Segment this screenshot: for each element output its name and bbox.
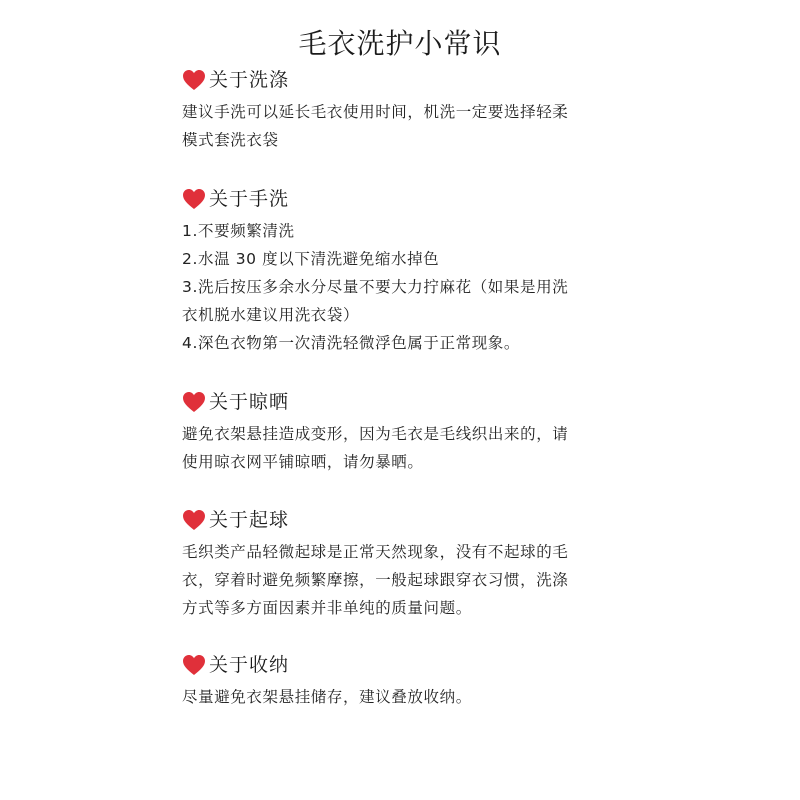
section-pilling [182, 504, 622, 622]
section-heading [182, 183, 622, 215]
section-storage [182, 649, 622, 711]
section-body [182, 538, 622, 622]
heart-icon [182, 654, 206, 676]
heart-icon [182, 509, 206, 531]
heart-icon [182, 188, 206, 210]
section-heading [182, 64, 622, 96]
section-washing [182, 64, 622, 154]
text-line: 2.水温 30 度以下清洗避免缩水掉色 [182, 250, 440, 268]
section-body [182, 217, 622, 357]
text-line: 尽量避免衣架悬挂储存，建议叠放收纳。 [182, 688, 472, 706]
section-heading-text: 关于晾晒 [209, 391, 290, 413]
section-drying [182, 386, 622, 476]
section-body [182, 420, 622, 476]
section-heading [182, 504, 622, 536]
text-line: 使用晾衣网平铺晾晒，请勿暴晒。 [182, 453, 424, 471]
page-title: 毛衣洗护小常识 [298, 27, 502, 60]
text-line: 4.深色衣物第一次清洗轻微浮色属于正常现象。 [182, 334, 520, 352]
section-hand-washing [182, 183, 622, 357]
text-line: 模式套洗衣袋 [182, 131, 279, 149]
heart-icon [182, 69, 206, 91]
section-heading-text: 关于手洗 [209, 188, 290, 210]
section-heading-text: 关于收纳 [209, 654, 290, 676]
text-line: 3.洗后按压多余水分尽量不要大力拧麻花（如果是用洗 [182, 278, 569, 296]
section-heading-text: 关于起球 [209, 509, 290, 531]
section-body [182, 683, 622, 711]
section-heading-text: 关于洗涤 [209, 69, 290, 91]
text-line: 建议手洗可以延长毛衣使用时间，机洗一定要选择轻柔 [182, 103, 569, 121]
text-line: 毛织类产品轻微起球是正常天然现象，没有不起球的毛 [182, 543, 569, 561]
heart-icon [182, 391, 206, 413]
text-line: 衣机脱水建议用洗衣袋） [182, 306, 360, 324]
section-heading [182, 649, 622, 681]
text-line: 方式等多方面因素并非单纯的质量问题。 [182, 599, 472, 617]
text-line: 衣，穿着时避免频繁摩擦，一般起球跟穿衣习惯，洗涤 [182, 571, 569, 589]
section-body [182, 98, 622, 154]
text-line: 避免衣架悬挂造成变形，因为毛衣是毛线织出来的，请 [182, 425, 569, 443]
section-heading [182, 386, 622, 418]
text-line: 1.不要频繁清洗 [182, 222, 295, 240]
